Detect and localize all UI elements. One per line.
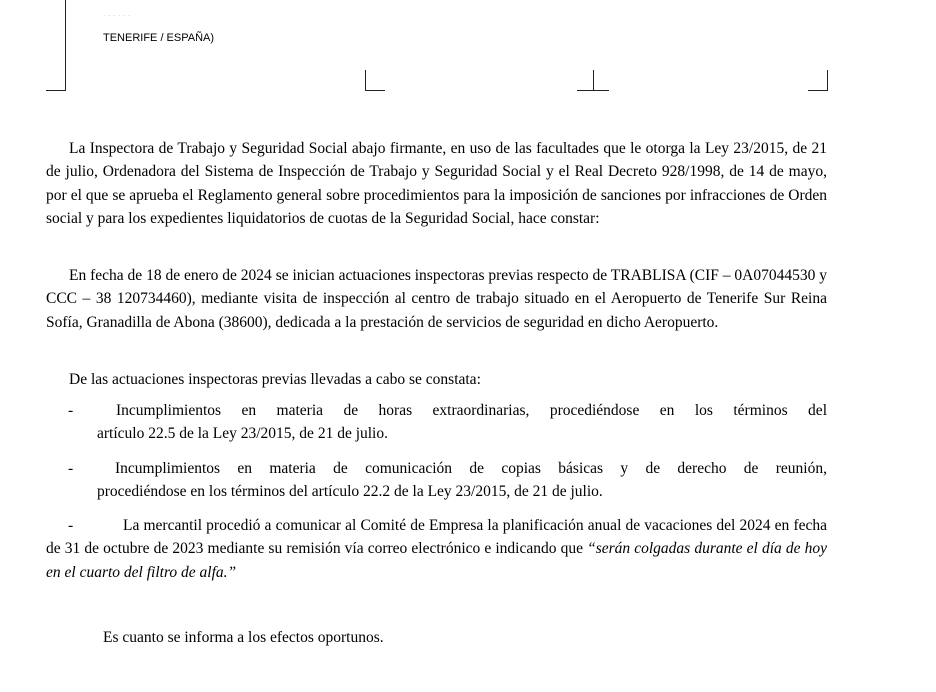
closing-line: Es cuanto se informa a los efectos oportunos. bbox=[103, 629, 384, 646]
bullet1-line1: Incumplimientos en materia de horas extraordinarias, procediéndose en los términos del bbox=[116, 402, 827, 419]
bullet3-body: La mercantil procedió a comunicar al Comité de Empresa la planificación anual de vacaciones del 2024 en fecha de 31 de octubre de 2023 mediante su remisión vía correo electrónico e indicando que bbox=[46, 517, 827, 558]
bullet1-line2: artículo 22.5 de la Ley 23/2015, de 21 de julio. bbox=[97, 425, 388, 443]
list-item bbox=[46, 457, 827, 504]
dash-marker: - bbox=[68, 460, 74, 477]
center-right-mark-stem bbox=[593, 70, 595, 90]
center-right-mark-base bbox=[577, 90, 609, 91]
dash-marker: - bbox=[68, 402, 74, 419]
facts-paragraph: En fecha de 18 de enero de 2024 se inician actuaciones inspectoras previas respecto de TRABLISA (CIF – 0A07044530 y CCC – 38 120734460), mediante visita de inspección al centro de trabajo situado en el Aeropuerto de Tenerife Sur Reina Sofía, Granadilla de Abona (38600), dedicada a la prestación de servicios de seguridad en dicho Aeropuerto. bbox=[46, 267, 827, 331]
right-corner-mark bbox=[808, 70, 828, 91]
bullet2-line1: Incumplimientos en materia de comunicación de copias básicas y de derecho de reunión, bbox=[115, 460, 827, 477]
header-location: TENERIFE / ESPAÑA) bbox=[103, 32, 215, 44]
list-item bbox=[46, 399, 827, 446]
bullet2-line2: procediéndose en los términos del artículo 22.2 de la Ley 23/2015, de 21 de julio. bbox=[97, 483, 603, 501]
dash-marker: - bbox=[68, 517, 74, 534]
intro-paragraph: La Inspectora de Trabajo y Seguridad Social abajo firmante, en uso de las facultades que le otorga la Ley 23/2015, de 21 de julio, Ordenadora del Sistema de Inspección de Trabajo y Seguridad Social y el Real Decreto 928/1998, de 14 de mayo, por el que se aprueba el Reglamento general sobre procedimientos para la imposición de sanciones por infracciones de Orden social y para los expedientes liquidatorios de cuotas de la Seguridad Social, hace constar: bbox=[46, 140, 827, 228]
bullet3-quote: “serán colgadas durante el día de hoy en el cuarto del filtro de alfa.” bbox=[46, 540, 827, 581]
list-item bbox=[46, 514, 827, 586]
header-faint-text: . . . . . . bbox=[103, 8, 131, 18]
left-corner-mark bbox=[46, 0, 66, 91]
center-left-corner-mark bbox=[365, 70, 385, 91]
bullet3-text bbox=[46, 514, 827, 584]
findings-intro: De las actuaciones inspectoras previas llevadas a cabo se constata: bbox=[69, 371, 481, 388]
